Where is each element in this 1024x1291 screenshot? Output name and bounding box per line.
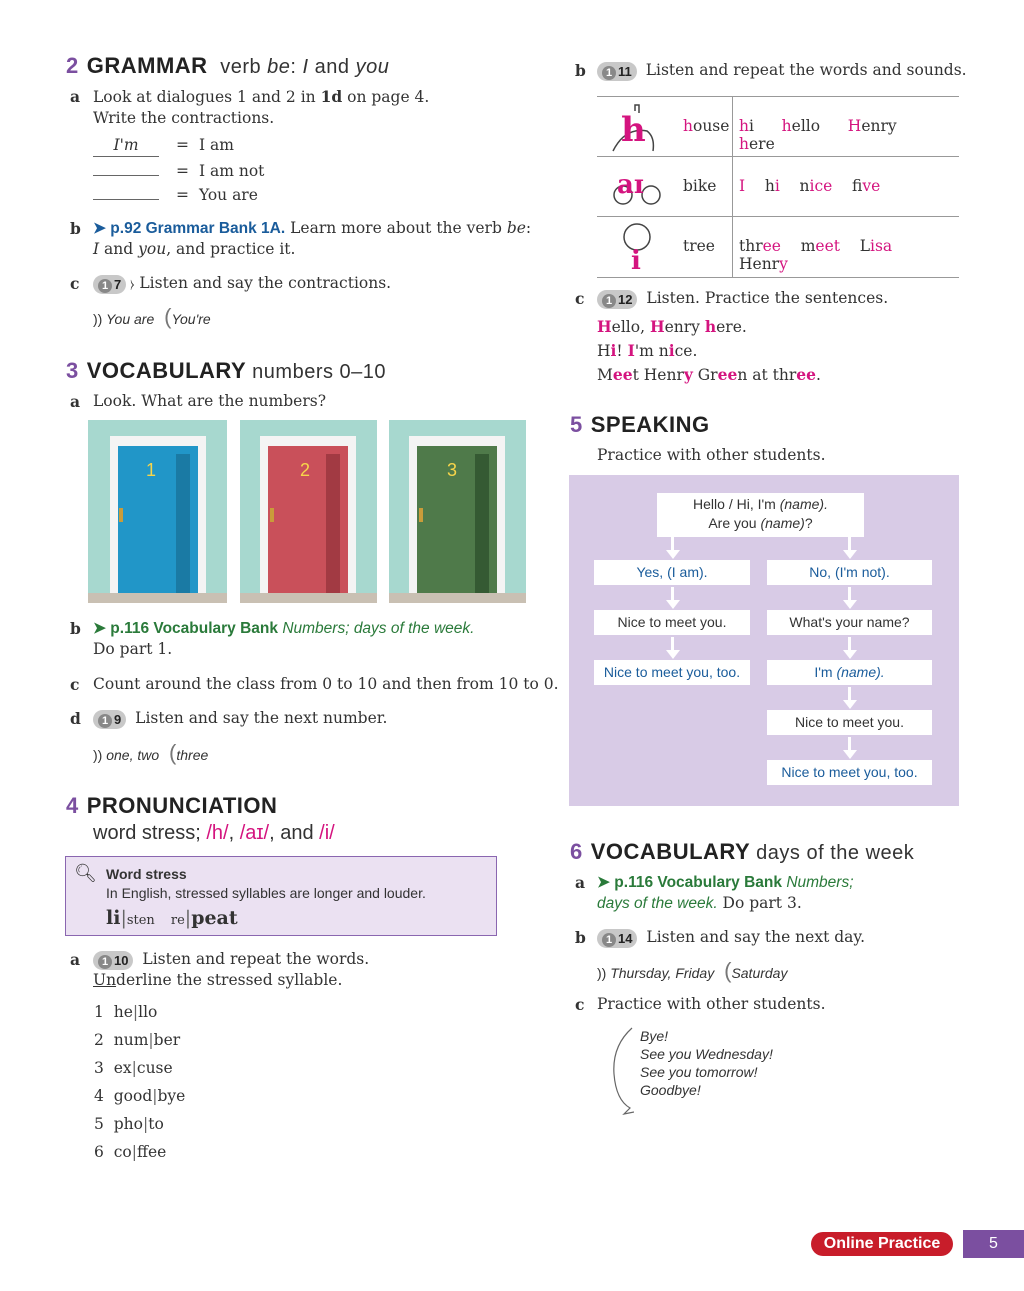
- s5-intro: Practice with other students.: [597, 446, 826, 464]
- s2-c-letter: c: [70, 274, 80, 293]
- arrow-down-icon: [843, 600, 857, 609]
- sound-symbol: aɪ: [617, 170, 644, 200]
- flow-start-box: Hello / Hi, I'm (name). Are you (name)?: [657, 493, 864, 537]
- audio-track-badge[interactable]: 1 7: [93, 275, 126, 294]
- rc-letter: c: [575, 289, 585, 308]
- s2-a-instruction: Look at dialogues 1 and 2 in 1d on page 4. Write the contractions.: [93, 87, 430, 127]
- section-4-heading: 4 PRONUNCIATION: [66, 793, 278, 818]
- s3-b-letter: b: [70, 619, 81, 638]
- rb-letter: b: [575, 61, 586, 80]
- s3-b-instruction: ➤ p.116 Vocabulary Bank Numbers; days of the week. Do part 1.: [93, 620, 475, 658]
- s2-b-instruction: ➤ p.92 Grammar Bank 1A. Learn more about the verb be: I and you, and practice it.: [93, 219, 532, 258]
- flow-right-3: I'm (name).: [767, 660, 932, 685]
- s6-b-example: )) Thursday, Friday (Saturday: [597, 958, 788, 983]
- flow-left-2: Nice to meet you.: [594, 610, 750, 635]
- practice-sentence-2: Hi! I'm nice.: [597, 341, 698, 360]
- grammar-bank-link[interactable]: ➤ p.92 Grammar Bank 1A.: [93, 220, 286, 237]
- magnifier-icon: 🔍︎: [74, 863, 97, 884]
- s4-a-letter: a: [70, 950, 81, 969]
- word-item[interactable]: 5 pho|to: [94, 1115, 164, 1133]
- vocabulary-bank-link[interactable]: ➤ p.116 Vocabulary Bank: [597, 874, 783, 891]
- contraction-row-1: I'm = I am: [93, 135, 234, 157]
- arrow-down-icon: [666, 600, 680, 609]
- arrow-down-icon: [843, 550, 857, 559]
- door-number: 2: [300, 460, 311, 480]
- rb-instruction: 1 11 Listen and repeat the words and sounds.: [597, 60, 967, 81]
- s4-a-instruction: 1 10 Listen and repeat the words. Underline the stressed syllable.: [93, 950, 370, 989]
- speech-bubble-icon: (: [164, 304, 172, 329]
- goodbye-dialogue: Bye! See you Wednesday! See you tomorrow! Goodbye!: [640, 1028, 773, 1098]
- contraction-blank[interactable]: [93, 159, 159, 176]
- s3-d-letter: d: [70, 709, 81, 728]
- s3-d-example: )) one, two (three: [93, 740, 209, 765]
- audio-track-badge[interactable]: 1 9: [93, 710, 126, 729]
- section-4-subtitle: word stress; /h/, /aɪ/, and /i/: [93, 822, 335, 844]
- s3-a-instruction: Look. What are the numbers?: [93, 392, 327, 410]
- door-number: 1: [146, 460, 157, 480]
- contraction-blank[interactable]: I'm: [93, 135, 159, 157]
- door-picture-3: [389, 420, 526, 603]
- sound-words: hi hello Henry here: [739, 117, 897, 153]
- flow-right-1: No, (I'm not).: [767, 560, 932, 585]
- word-stress-box: 🔍︎ Word stress In English, stressed syllables are longer and louder. li|sten re|peat: [65, 856, 497, 936]
- s3-c-letter: c: [70, 675, 80, 694]
- arrow-down-icon: [666, 550, 680, 559]
- word-item[interactable]: 3 ex|cuse: [94, 1059, 173, 1077]
- contraction-blank[interactable]: [93, 183, 159, 200]
- s2-c-example: )) You are (You're: [93, 304, 211, 329]
- online-practice-badge[interactable]: Online Practice: [811, 1232, 953, 1256]
- page-number: 5: [963, 1230, 1024, 1258]
- s3-a-letter: a: [70, 392, 81, 411]
- section-2-subtitle: verb be: I and you: [220, 56, 390, 78]
- word-item[interactable]: 2 num|ber: [94, 1031, 181, 1049]
- section-2-heading: 2 GRAMMAR verb be: I and you: [66, 53, 390, 78]
- flow-right-4: Nice to meet you.: [767, 710, 932, 735]
- audio-track-badge[interactable]: 1 10: [93, 951, 133, 970]
- speech-bubble-icon: (: [724, 958, 732, 983]
- flow-left-3: Nice to meet you, too.: [594, 660, 750, 685]
- contraction-row-3: = You are: [93, 183, 258, 206]
- arrow-down-icon: [666, 650, 680, 659]
- stress-examples: li|sten re|peat: [106, 907, 238, 929]
- flow-right-5: Nice to meet you, too.: [767, 760, 932, 785]
- door-picture-1: [88, 420, 227, 603]
- speaker-icon: )): [597, 965, 607, 981]
- house-sound-picture: [605, 101, 665, 153]
- key-word: tree: [683, 237, 715, 255]
- sound-words: I hi nice five: [739, 177, 881, 195]
- tree-sound-picture: [619, 221, 659, 273]
- door-number: 3: [447, 460, 458, 480]
- s2-b-letter: b: [70, 219, 81, 238]
- practice-sentence-1: Hello, Henry here.: [597, 317, 747, 336]
- sound-words: three meet Lisa Henry: [739, 237, 893, 273]
- speaker-icon: )): [93, 747, 103, 763]
- arrow-down-icon: [843, 750, 857, 759]
- sound-table: [597, 96, 959, 278]
- key-word: house: [683, 117, 730, 135]
- audio-track-badge[interactable]: 1 14: [597, 929, 637, 948]
- flow-right-2: What's your name?: [767, 610, 932, 635]
- s6-c-instruction: Practice with other students.: [597, 995, 826, 1013]
- audio-track-badge[interactable]: 1 11: [597, 62, 637, 81]
- s6-a-instruction: ➤ p.116 Vocabulary Bank Numbers; days of the week. Do part 3.: [597, 874, 854, 912]
- word-item[interactable]: 4 good|bye: [94, 1087, 186, 1105]
- s6-b-letter: b: [575, 928, 586, 947]
- door-picture-2: [240, 420, 377, 603]
- word-item[interactable]: 1 he|llo: [94, 1003, 158, 1021]
- vocabulary-bank-link[interactable]: ➤ p.116 Vocabulary Bank: [93, 620, 279, 637]
- key-word: bike: [683, 177, 717, 195]
- s6-c-letter: c: [575, 995, 585, 1014]
- speaker-icon: )): [93, 311, 103, 327]
- arrow-down-icon: [843, 650, 857, 659]
- section-5-heading: 5 SPEAKING: [570, 412, 710, 437]
- audio-track-badge[interactable]: 1 12: [597, 290, 637, 309]
- section-6-heading: 6 VOCABULARY days of the week: [570, 839, 915, 864]
- s2-c-instruction: 1 7 ⧽ Listen and say the contractions.: [93, 273, 391, 295]
- speech-bubble-icon: (: [169, 740, 177, 765]
- s6-a-letter: a: [575, 873, 586, 892]
- audio-icon: ⧽: [130, 277, 135, 291]
- bike-sound-picture: [613, 161, 663, 211]
- word-item[interactable]: 6 co|ffee: [94, 1143, 167, 1161]
- s3-d-instruction: 1 9 Listen and say the next number.: [93, 708, 387, 729]
- sound-symbol: h: [621, 110, 646, 150]
- rc-instruction: 1 12 Listen. Practice the sentences.: [597, 288, 888, 309]
- s3-c-instruction: Count around the class from 0 to 10 and then from 10 to 0.: [93, 675, 559, 693]
- sound-symbol: i: [631, 246, 641, 273]
- speech-bubble-icon: [610, 1026, 634, 1116]
- arrow-down-icon: [843, 700, 857, 709]
- s2-a-letter: a: [70, 87, 81, 106]
- contraction-row-2: = I am not: [93, 159, 264, 182]
- s6-b-instruction: 1 14 Listen and say the next day.: [597, 927, 865, 948]
- flow-left-1: Yes, (I am).: [594, 560, 750, 585]
- speaking-flowchart: [569, 475, 959, 806]
- section-3-heading: 3 VOCABULARY numbers 0–10: [66, 358, 387, 383]
- practice-sentence-3: Meet Henry Green at three.: [597, 365, 821, 384]
